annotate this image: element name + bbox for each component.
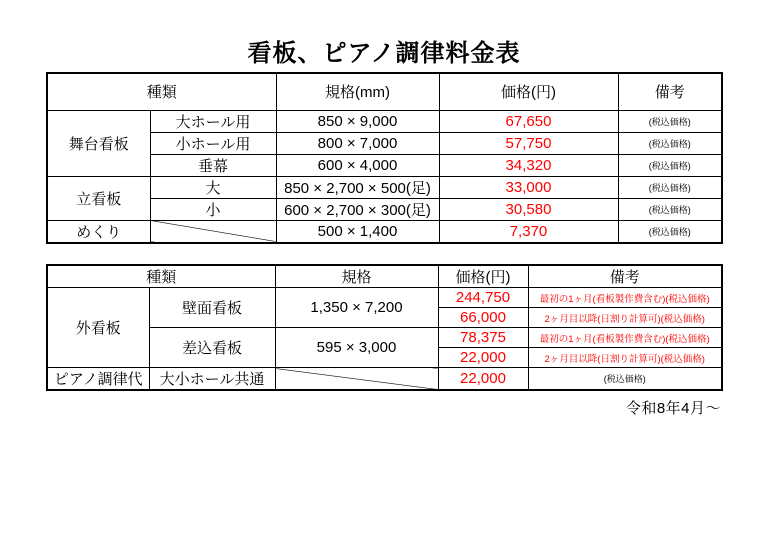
price-cell: 67,650 — [439, 110, 618, 132]
price-cell: 244,750 — [438, 288, 528, 308]
note-cell: 最初の1ヶ月(看板製作費含む)(税込価格) — [528, 288, 722, 308]
table-row — [47, 110, 722, 132]
spec-cell: 1,350 × 7,200 — [275, 288, 438, 328]
spec-cell: 600 × 4,000 — [276, 154, 439, 176]
group-standing-signboard: 立看板 — [47, 176, 150, 220]
header-note: 備考 — [528, 265, 722, 288]
header-type: 種類 — [47, 73, 276, 110]
note-cell: (税込価格) — [618, 110, 722, 132]
item-cell: 大 — [150, 176, 276, 198]
diagonal-empty-cell — [150, 220, 276, 243]
header-price: 価格(円) — [439, 73, 618, 110]
price-cell: 22,000 — [438, 368, 528, 391]
outdoor-signboard-piano-table — [46, 264, 723, 391]
item-cell: 垂幕 — [150, 154, 276, 176]
header-spec: 規格(mm) — [276, 73, 439, 110]
group-piano-tuning: ピアノ調律代 — [47, 368, 149, 391]
spec-cell: 850 × 9,000 — [276, 110, 439, 132]
effective-date-note: 令和8年4月～ — [625, 400, 721, 417]
note-cell: (税込価格) — [618, 132, 722, 154]
header-type: 種類 — [47, 265, 275, 288]
note-cell: 2ヶ月目以降(日割り計算可)(税込価格) — [528, 348, 722, 368]
note-cell: (税込価格) — [618, 154, 722, 176]
table-row — [47, 220, 722, 243]
note-cell: (税込価格) — [528, 368, 722, 391]
header-spec: 規格 — [275, 265, 438, 288]
item-cell: 大ホール用 — [150, 110, 276, 132]
spec-cell: 500 × 1,400 — [276, 220, 439, 243]
price-cell: 33,000 — [439, 176, 618, 198]
price-cell: 57,750 — [439, 132, 618, 154]
spec-cell: 850 × 2,700 × 500(足) — [276, 176, 439, 198]
group-stage-signboard: 舞台看板 — [47, 110, 150, 176]
note-cell: 最初の1ヶ月(看板製作費含む)(税込価格) — [528, 328, 722, 348]
page-title: 看板、ピアノ調律料金表 — [247, 40, 521, 67]
table-header-row — [47, 73, 722, 110]
price-cell: 30,580 — [439, 198, 618, 220]
signboard-price-table — [46, 72, 723, 244]
item-common-halls: 大小ホール共通 — [149, 368, 275, 391]
note-cell: 2ヶ月目以降(日割り計算可)(税込価格) — [528, 308, 722, 328]
table-row — [47, 328, 722, 348]
header-price: 価格(円) — [438, 265, 528, 288]
item-cell: 小ホール用 — [150, 132, 276, 154]
table-header-row — [47, 265, 722, 288]
note-cell: (税込価格) — [618, 176, 722, 198]
price-cell: 34,320 — [439, 154, 618, 176]
group-mekuri: めくり — [47, 220, 150, 243]
header-note: 備考 — [618, 73, 722, 110]
item-insert-signboard: 差込看板 — [149, 328, 275, 368]
price-cell: 7,370 — [439, 220, 618, 243]
table-row — [47, 288, 722, 308]
note-cell: (税込価格) — [618, 198, 722, 220]
note-cell: (税込価格) — [618, 220, 722, 243]
price-cell: 66,000 — [438, 308, 528, 328]
spec-cell: 595 × 3,000 — [275, 328, 438, 368]
table-row — [47, 176, 722, 198]
diagonal-empty-cell — [275, 368, 438, 391]
group-outdoor-signboard: 外看板 — [47, 288, 149, 368]
price-cell: 22,000 — [438, 348, 528, 368]
item-wall-signboard: 壁面看板 — [149, 288, 275, 328]
item-cell: 小 — [150, 198, 276, 220]
spec-cell: 800 × 7,000 — [276, 132, 439, 154]
spec-cell: 600 × 2,700 × 300(足) — [276, 198, 439, 220]
price-cell: 78,375 — [438, 328, 528, 348]
table-row — [47, 368, 722, 391]
